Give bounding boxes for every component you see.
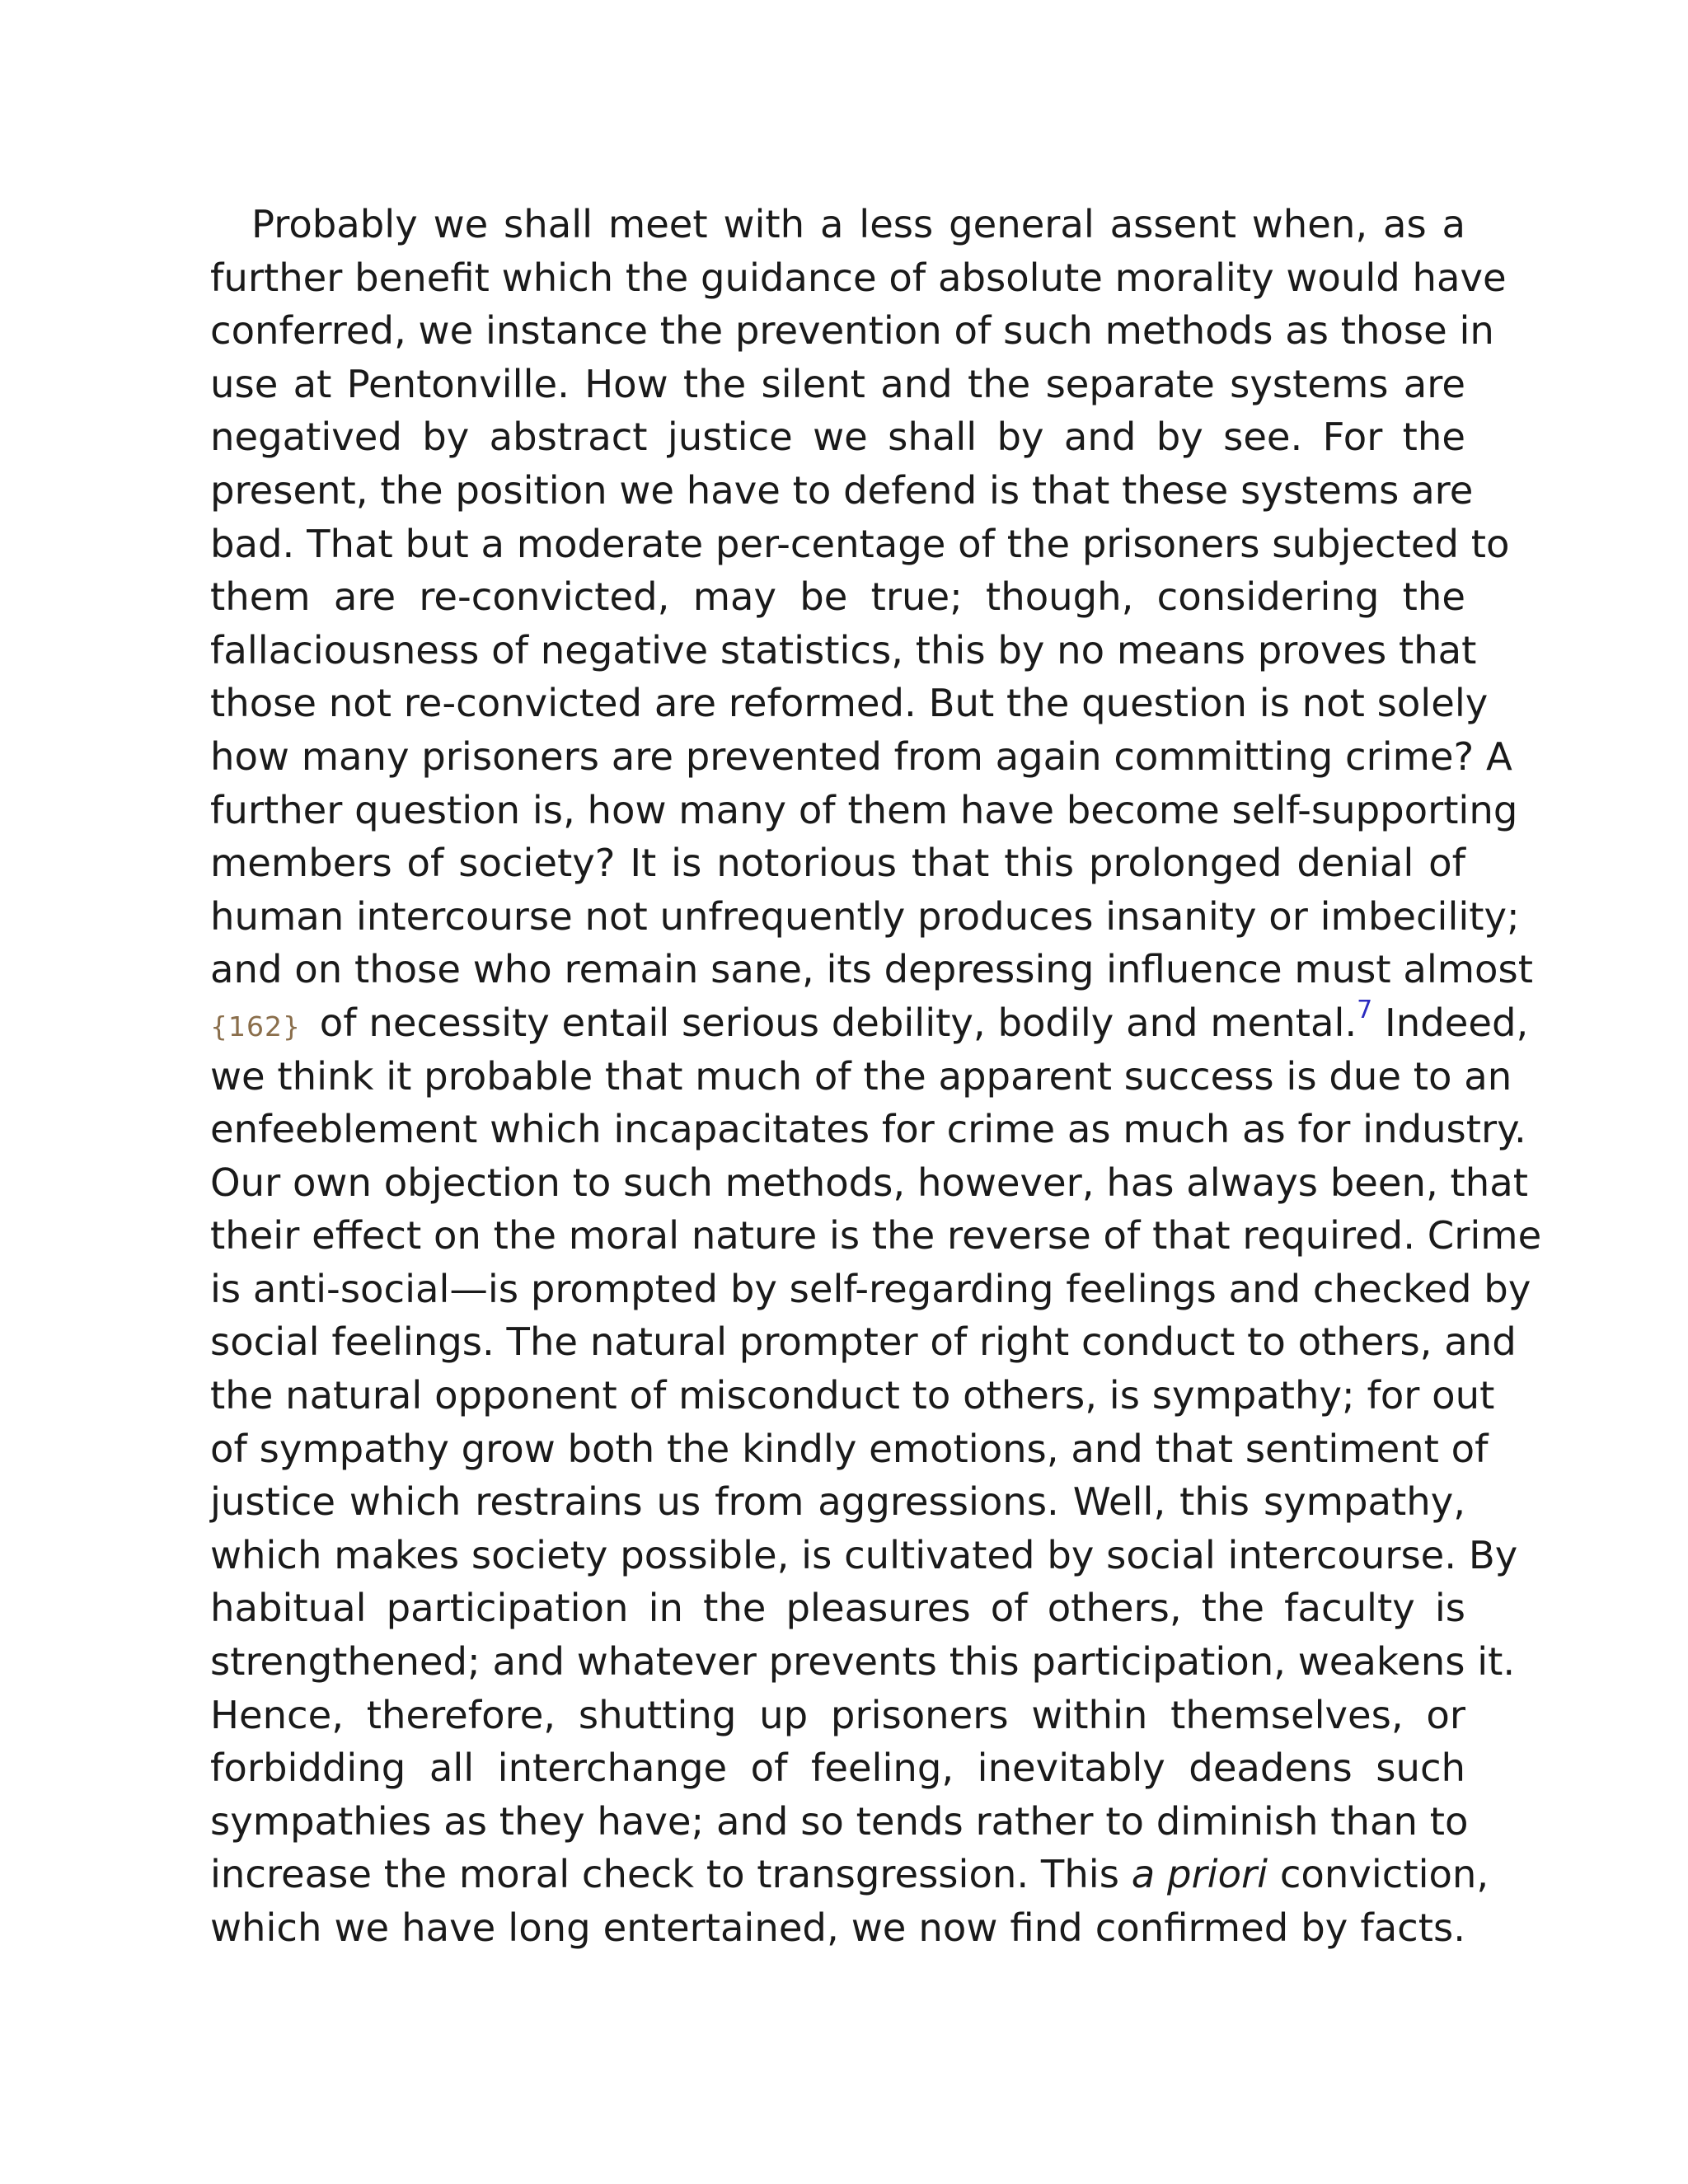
text-line: further benefit which the guidance of absolute morality would have: [210, 255, 1507, 300]
text-line: of sympathy grow both the kindly emotions, and that sentiment of: [210, 1426, 1489, 1471]
text-line: which we have long entertained, we now find confirmed by facts.: [210, 1905, 1465, 1950]
text-line-with-page-marker: [210, 995, 1529, 1050]
text-line: habitual participation in the pleasures of others, the faculty is: [210, 1586, 1465, 1631]
text-line: Our own objection to such methods, however, has always been, that: [210, 1160, 1528, 1205]
text-line: social feelings. The natural prompter of right conduct to others, and: [210, 1319, 1517, 1365]
text-line: bad. That but a moderate per-centage of the prisoners subjected to: [210, 521, 1510, 566]
page-number-marker[interactable]: {162}: [210, 1010, 301, 1043]
text-line: justice which restrains us from aggressions. Well, this sympathy,: [210, 1479, 1465, 1525]
text-line: Hence, therefore, shutting up prisoners within themselves, or: [210, 1692, 1465, 1737]
text-line: Probably we shall meet with a less general assent when, as a: [251, 202, 1465, 246]
text-line: strengthened; and whatever prevents this participation, weakens it.: [210, 1639, 1516, 1685]
text-line: how many prisoners are prevented from again committing crime? A: [210, 733, 1512, 779]
text-line: those not re-convicted are reformed. But the question is not solely: [210, 681, 1489, 726]
text-line-with-italic: [210, 1848, 1489, 1901]
text-line: members of society? It is notorious that this prolonged denial of: [210, 841, 1465, 886]
italic-phrase: a priori: [1131, 1852, 1268, 1897]
text-line: their effect on the moral nature is the reverse of that required. Crime: [210, 1213, 1542, 1258]
text-line: the natural opponent of misconduct to others, is sympathy; for out: [210, 1373, 1495, 1418]
document-body: [210, 198, 1542, 1955]
text-line: fallaciousness of negative statistics, this by no means proves that: [210, 627, 1477, 673]
text-segment: increase the moral check to transgression. This: [210, 1852, 1119, 1897]
text-line: forbidding all interchange of feeling, inevitably deadens such: [210, 1746, 1465, 1791]
text-line: which makes society possible, is cultivated by social intercourse. By: [210, 1532, 1518, 1577]
text-line: sympathies as they have; and so tends rather to diminish than to: [210, 1798, 1469, 1844]
text-line: human intercourse not unfrequently produces insanity or imbecility;: [210, 893, 1520, 939]
text-segment: of necessity entail serious debility, bodily and mental.: [319, 1000, 1357, 1045]
text-line: them are re-convicted, may be true; though, considering the: [210, 574, 1465, 620]
text-line: further question is, how many of them have become self-supporting: [210, 787, 1518, 832]
text-line: conferred, we instance the prevention of such methods as those in: [210, 308, 1494, 354]
text-line: present, the position we have to defend is that these systems are: [210, 467, 1474, 513]
text-line: enfeeblement which incapacitates for crime as much as for industry.: [210, 1107, 1526, 1152]
text-line: use at Pentonville. How the silent and the separate systems are: [210, 361, 1465, 406]
text-segment: Indeed,: [1385, 1000, 1529, 1045]
text-segment: conviction,: [1279, 1852, 1489, 1897]
text-line: negatived by abstract justice we shall by and by see. For the: [210, 415, 1465, 460]
text-line: we think it probable that much of the apparent success is due to an: [210, 1053, 1512, 1099]
text-line: and on those who remain sane, its depressing influence must almost: [210, 947, 1533, 992]
footnote-reference-link[interactable]: 7: [1357, 995, 1373, 1024]
text-line: is anti-social—is prompted by self-regarding feelings and checked by: [210, 1266, 1531, 1311]
